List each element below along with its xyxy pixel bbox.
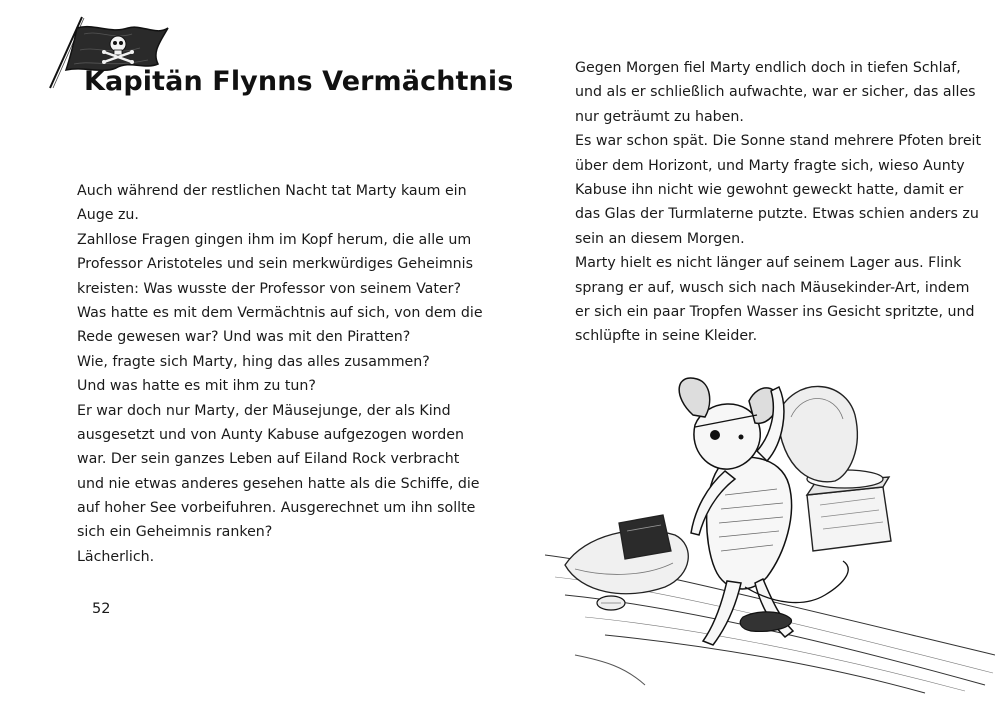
text-line: er sich ein paar Tropfen Wasser ins Gesicht spritzte, und — [575, 303, 975, 320]
text-line: und nie etwas anderes gesehen hatte als die Schiffe, die — [77, 475, 480, 492]
text-line: Professor Aristoteles und sein merkwürdiges Geheimnis — [77, 256, 473, 273]
left-page-text — [77, 179, 483, 569]
page-number: 52 — [92, 601, 111, 617]
text-line: Wie, fragte sich Marty, hing das alles zusammen? — [77, 353, 430, 370]
right-page-text — [575, 56, 982, 349]
text-line: sprang er auf, wusch sich nach Mäusekinder-Art, indem — [575, 279, 970, 296]
text-line: schlüpfte in seine Kleider. — [575, 328, 758, 345]
text-line: kreisten: Was wusste der Professor von seinem Vater? — [77, 280, 462, 297]
text-line: Auch während der restlichen Nacht tat Marty kaum ein — [77, 183, 467, 199]
text-line: Er war doch nur Marty, der Mäusejunge, der als Kind — [77, 402, 451, 419]
text-line: Und was hatte es mit ihm zu tun? — [77, 378, 316, 395]
text-line: das Glas der Turmlaterne putzte. Etwas schien anders zu — [575, 206, 979, 223]
text-line: Es war schon spät. Die Sonne stand mehrere Pfoten breit — [575, 133, 982, 150]
text-line: Lächerlich. — [77, 548, 155, 565]
text-line: Auge zu. — [77, 207, 139, 224]
text-line: Zahllose Fragen gingen ihm im Kopf herum, die alle um — [77, 231, 472, 248]
text-line: Marty hielt es nicht länger auf seinem Lager aus. Flink — [575, 255, 962, 272]
text-line: und als er schließlich aufwachte, war er sicher, das alles — [575, 84, 976, 101]
text-line: Rede gewesen war? Und was mit den Piratten? — [77, 329, 411, 346]
text-line: sich ein Geheimnis ranken? — [77, 524, 273, 541]
text-line: nur geträumt zu haben. — [575, 108, 744, 125]
text-line: war. Der sein ganzes Leben auf Eiland Rock verbracht — [77, 451, 460, 468]
mouse-dressing-sketch-icon — [545, 355, 995, 695]
chapter-title: Kapitän Flynns Vermächtnis — [84, 66, 514, 97]
text-line: sein an diesem Morgen. — [575, 230, 745, 247]
text-line: Kabuse ihn nicht wie gewohnt geweckt hatte, damit er — [575, 181, 964, 198]
text-line: über dem Horizont, und Marty fragte sich, wieso Aunty — [575, 157, 965, 174]
text-line: Was hatte es mit dem Vermächtnis auf sich, von dem die — [77, 304, 483, 321]
text-line: auf hoher See vorbeifuhren. Ausgerechnet um ihn sollte — [77, 500, 476, 517]
text-line: Gegen Morgen fiel Marty endlich doch in tiefen Schlaf, — [575, 60, 961, 76]
text-line: ausgesetzt und von Aunty Kabuse aufgezogen worden — [77, 426, 464, 443]
